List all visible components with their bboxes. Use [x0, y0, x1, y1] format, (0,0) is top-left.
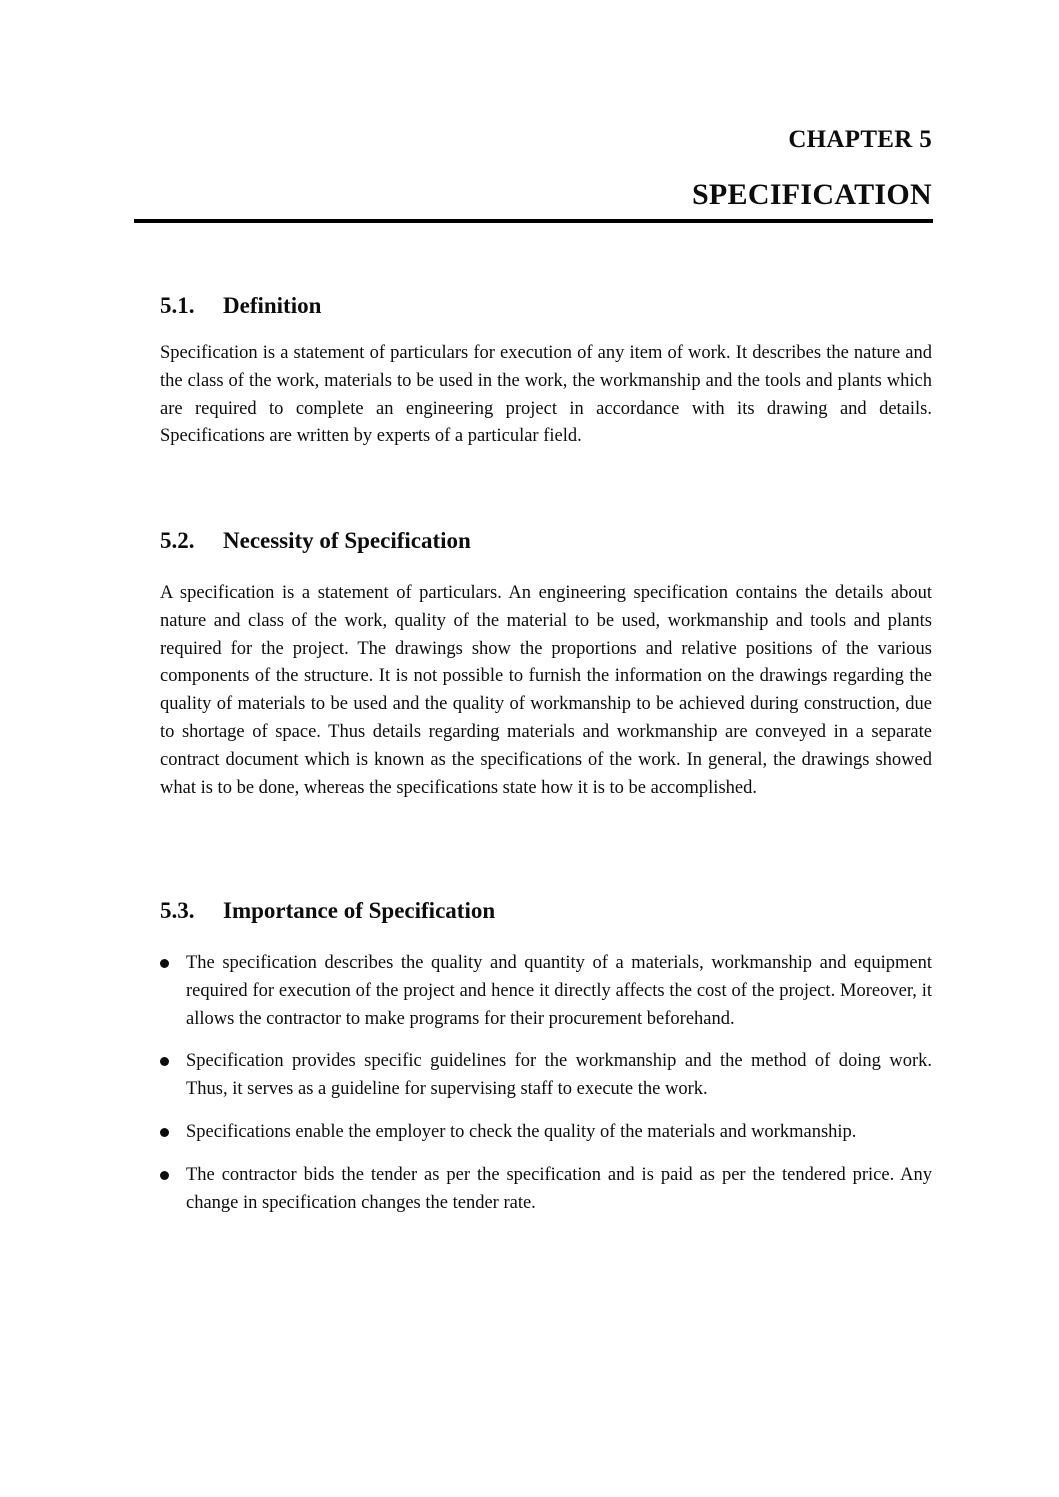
section-heading-necessity — [160, 527, 932, 555]
paragraph-definition: Specification is a statement of particulars for execution of any item of work. It describes the nature and the class of the work, materials to be used in the work, the workmanship and the tools and plants which are required to complete an engineering project in accordance with its drawing and details. Specifications are written by experts of a particular field. — [160, 343, 932, 447]
list-item — [160, 1119, 932, 1147]
bullet-icon — [160, 1057, 169, 1066]
paragraph-necessity: A specification is a statement of particulars. An engineering specification contains the details about nature and class of the work, quality of the material to be used, workmanship and tools and plants required for the project. The drawings show the proportions and relative positions of the various components of the structure. It is not possible to furnish the information on the drawings regarding the quality of materials to be used and the quality of workmanship to be achieved during construction, due to shortage of space. Thus details regarding materials and workmanship are conveyed in a separate contract document which is known as the specifications of the work. In general, the drawings showed what is to be done, whereas the specifications state how it is to be accomplished. — [160, 583, 932, 798]
list-item — [160, 1048, 932, 1104]
chapter-label: CHAPTER 5 — [788, 126, 932, 153]
section-number: 5.1. — [160, 293, 195, 318]
bullet-text: Specifications enable the employer to check the quality of the materials and workmanship. — [186, 1121, 857, 1142]
bullet-text: Specification provides specific guidelines for the workmanship and the method of doing work. Thus, it serves as a guideline for supervising staff to execute the work. — [186, 1051, 932, 1100]
bullet-icon — [160, 959, 169, 968]
section-title: Importance of Specification — [223, 898, 496, 923]
list-item — [160, 1162, 932, 1218]
importance-bullet-list — [160, 950, 932, 1232]
section-number: 5.3. — [160, 898, 195, 923]
section-title: Definition — [223, 293, 322, 318]
title-rule — [134, 219, 933, 223]
list-item — [160, 950, 932, 1033]
section-number: 5.2. — [160, 528, 195, 553]
section-heading-importance — [160, 897, 932, 925]
bullet-icon — [160, 1128, 169, 1137]
bullet-text: The contractor bids the tender as per the specification and is paid as per the tendered price. Any change in specification changes the tender rate. — [186, 1164, 932, 1213]
bullet-text: The specification describes the quality and quantity of a materials, workmanship and equipment required for execution of the project and hence it directly affects the cost of the project. Moreover, it allows the contractor to make programs for their procurement beforehand. — [186, 953, 932, 1029]
page-title: SPECIFICATION — [691, 178, 932, 211]
section-heading-definition — [160, 292, 932, 320]
bullet-icon — [160, 1171, 169, 1180]
section-title: Necessity of Specification — [223, 528, 471, 553]
